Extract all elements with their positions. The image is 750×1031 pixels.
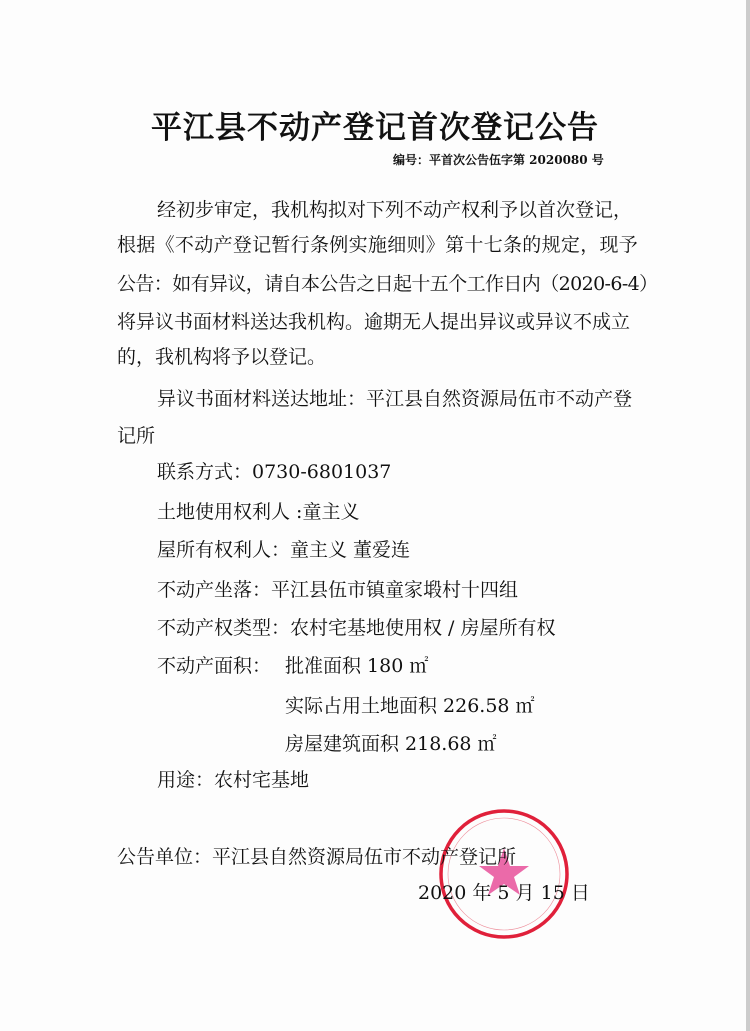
document-number: 编号：平首次公告伍字第 2020080 号 [393,153,604,167]
address-line: 记所 [117,425,156,447]
issuer: 公告单位：平江县自然资源局伍市不动产登记所 [117,846,517,868]
paragraph-line: 根据《不动产登记暂行条例实施细则》第十七条的规定，现予 [117,234,639,256]
area-label: 不动产面积： [157,655,272,677]
scan-edge [746,0,750,1031]
area-building: 房屋建筑面积 218.68 ㎡ [285,733,497,755]
official-seal [435,808,573,940]
right-type: 不动产权类型：农村宅基地使用权 / 房屋所有权 [157,617,556,639]
paragraph-line: 将异议书面材料送达我机构。逾期无人提出异议或异议不成立 [117,311,631,333]
land-owner: 土地使用权利人 :童主义 [157,501,360,523]
contact: 联系方式：0730-6801037 [157,461,392,483]
area-approved: 批准面积 180 ㎡ [285,655,429,677]
area-occupied: 实际占用土地面积 226.58 ㎡ [285,695,535,717]
page-title: 平江县不动产登记首次登记公告 [151,110,599,146]
location: 不动产坐落：平江县伍市镇童家塅村十四组 [157,579,519,601]
issue-date: 2020 年 5 月 15 日 [418,882,590,904]
paragraph-line: 的，我机构将予以登记。 [117,346,327,368]
usage: 用途：农村宅基地 [157,769,310,791]
paragraph-line: 公告：如有异议，请自本公告之日起十五个工作日内（2020-6-4） [117,273,658,295]
paragraph-line: 经初步审定，我机构拟对下列不动产权利予以首次登记， [157,199,633,221]
house-owner: 屋所有权利人：童主义 董爱连 [157,539,411,561]
address-line: 异议书面材料送达地址：平江县自然资源局伍市不动产登 [157,388,633,410]
